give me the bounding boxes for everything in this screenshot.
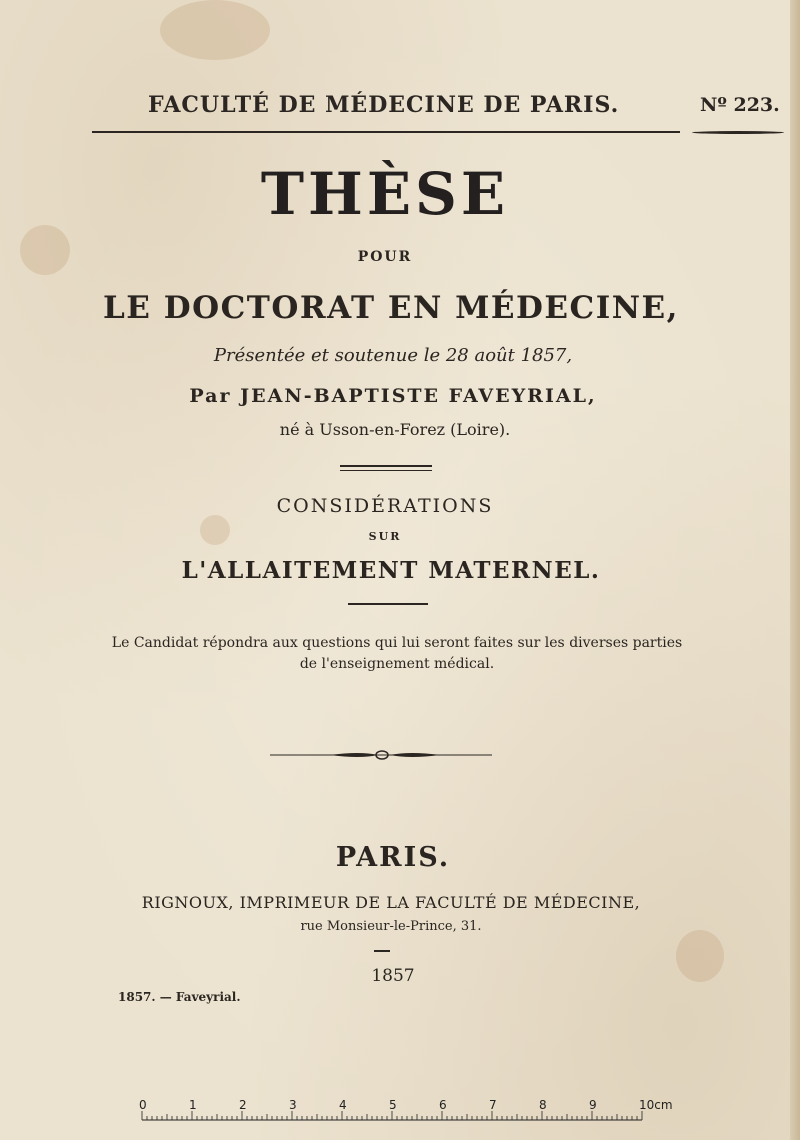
- imprint-year: 1857: [371, 966, 415, 986]
- scale-ruler: [138, 1098, 673, 1122]
- considerations-heading: CONSIDÉRATIONS: [276, 495, 494, 517]
- ruler-label: 6: [439, 1098, 447, 1112]
- faculty-header: FACULTÉ DE MÉDECINE DE PARIS.: [148, 92, 620, 118]
- subject-title: L'ALLAITEMENT MATERNEL.: [181, 557, 601, 584]
- footer-signature: 1857. — Faveyrial.: [118, 990, 241, 1004]
- stain: [160, 0, 270, 60]
- pour-label: POUR: [357, 249, 413, 265]
- thesis-number: Nº 223.: [700, 94, 780, 116]
- imprint-printer: RIGNOUX, IMPRIMEUR DE LA FACULTÉ DE MÉDECINE,: [141, 893, 641, 912]
- imprint-city: PARIS.: [335, 842, 451, 873]
- birthplace-line: né à Usson-en-Forez (Loire).: [279, 420, 511, 439]
- header-rule: [92, 131, 680, 133]
- imprint-address: rue Monsieur-le-Prince, 31.: [300, 919, 482, 934]
- candidate-line-2: de l'enseignement médical.: [299, 656, 495, 672]
- doctorat-title: LE DOCTORAT EN MÉDECINE,: [103, 290, 679, 326]
- ruler-label: 3: [289, 1098, 297, 1112]
- author-line: Par JEAN-BAPTISTE FAVEYRIAL,: [189, 385, 597, 407]
- ruler-label: 0: [139, 1098, 147, 1112]
- ruler-label: 5: [389, 1098, 397, 1112]
- ruler-label: 2: [239, 1098, 247, 1112]
- double-rule-bottom: [340, 470, 432, 471]
- these-title: THÈSE: [260, 160, 510, 228]
- ruler-label: 10cm: [639, 1098, 673, 1112]
- ornament-rule: [270, 748, 492, 762]
- ruler-label: 4: [339, 1098, 347, 1112]
- subject-rule: [348, 603, 428, 605]
- sur-label: SUR: [368, 530, 402, 543]
- ruler-label: 7: [489, 1098, 497, 1112]
- candidate-line-1: Le Candidat répondra aux questions qui lui seront faites sur les diverses parties: [111, 635, 683, 651]
- presentation-line: Présentée et soutenue le 28 août 1857,: [213, 345, 573, 366]
- page-edge: [790, 0, 800, 1140]
- number-rule: [692, 131, 784, 134]
- year-dash: [374, 950, 390, 952]
- ruler-label: 8: [539, 1098, 547, 1112]
- ruler-label: 1: [189, 1098, 197, 1112]
- candidate-notice: [12, 633, 782, 675]
- double-rule-top: [340, 465, 432, 467]
- ruler-label: 9: [589, 1098, 597, 1112]
- ruler-ticks: [138, 1098, 658, 1122]
